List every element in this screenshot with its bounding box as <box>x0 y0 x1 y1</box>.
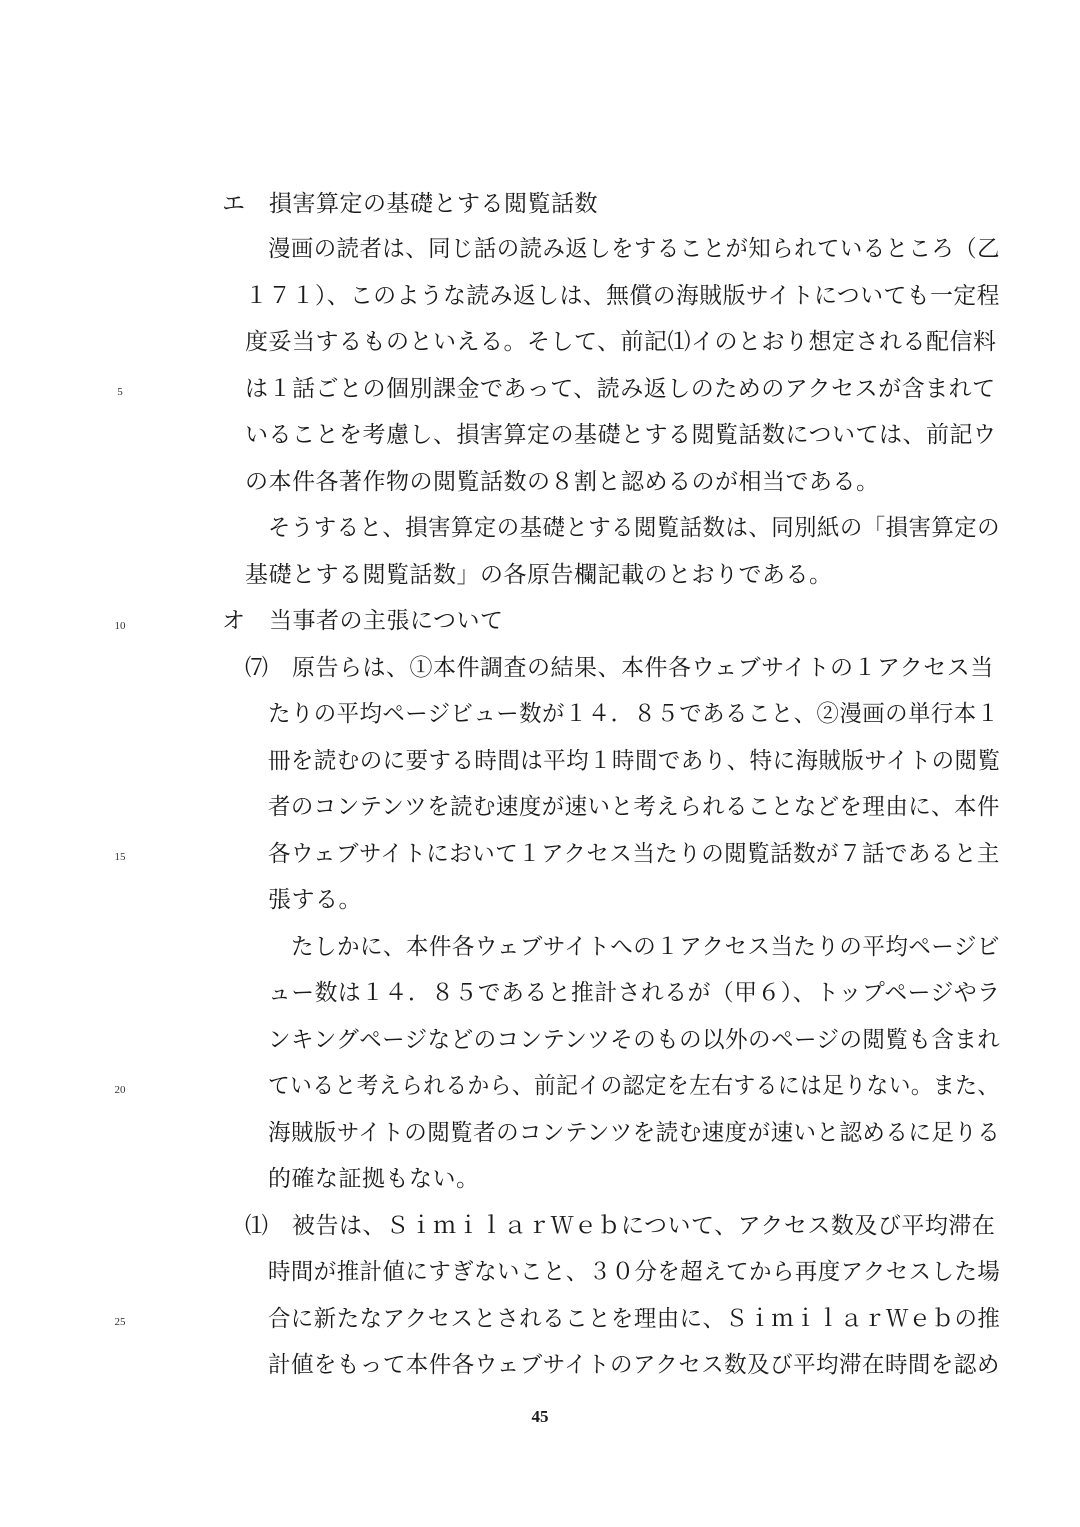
text-line: たりの平均ページビュー数が１４．８５であること、②漫画の単行本１ <box>268 701 1000 727</box>
line-number: 5 <box>117 386 123 398</box>
section-heading: オ 当事者の主張について <box>222 608 504 634</box>
text-line: は１話ごとの個別課金であって、読み返しのためのアクセスが含まれて <box>245 376 996 402</box>
line-number: 10 <box>114 620 126 632</box>
text-line: 各ウェブサイトにおいて１アクセス当たりの閲覧話数が７話であると主 <box>268 841 1000 867</box>
text-line: そうすると、損害算定の基礎とする閲覧話数は、同別紙の「損害算定の <box>268 515 1000 541</box>
text-line: いることを考慮し、損害算定の基礎とする閲覧話数については、前記ウ <box>245 422 997 448</box>
text-line: 張する。 <box>268 887 362 913</box>
text-line: 基礎とする閲覧話数」の各原告欄記載のとおりである。 <box>245 562 833 588</box>
text-line: 度妥当するものといえる。そして、前記⑴イのとおり想定される配信料 <box>245 329 997 355</box>
text-line: 計値をもって本件各ウェブサイトのアクセス数及び平均滞在時間を認め <box>268 1352 1000 1378</box>
text-line: 漫画の読者は、同じ話の読み返しをすることが知られているところ（乙 <box>268 236 1000 262</box>
text-line: の本件各著作物の閲覧話数の８割と認めるのが相当である。 <box>245 469 880 495</box>
text-line: 的確な証拠もない。 <box>268 1166 480 1192</box>
text-line: ⑴ 被告は、ＳｉｍｉｌａｒＷｅｂについて、アクセス数及び平均滞在 <box>245 1213 996 1239</box>
page-number: 45 <box>531 1407 549 1426</box>
line-number: 15 <box>114 851 126 863</box>
text-line: ⑺ 原告らは、①本件調査の結果、本件各ウェブサイトの１アクセス当 <box>245 655 994 681</box>
text-line: 冊を読むのに要する時間は平均１時間であり、特に海賊版サイトの閲覧 <box>268 748 1001 774</box>
text-line: 合に新たなアクセスとされることを理由に、ＳｉｍｉｌａｒＷｅｂの推 <box>268 1306 1001 1332</box>
text-line: たしかに、本件各ウェブサイトへの１アクセス当たりの平均ページビ <box>291 934 1000 960</box>
text-line: ュー数は１４．８５であると推計されるが（甲６）、トップページやラ <box>268 980 1001 1006</box>
section-heading: エ 損害算定の基礎とする閲覧話数 <box>222 191 598 217</box>
line-number: 25 <box>114 1316 126 1328</box>
text-line: １７１）、このような読み返しは、無償の海賊版サイトについても一定程 <box>245 283 1000 309</box>
text-line: 時間が推計値にすぎないこと、３０分を超えてから再度アクセスした場 <box>268 1259 1001 1285</box>
text-line: ていると考えられるから、前記イの認定を左右するには足りない。また、 <box>268 1073 1000 1099</box>
line-number: 20 <box>114 1084 126 1096</box>
text-line: 海賊版サイトの閲覧者のコンテンツを読む速度が速いと認めるに足りる <box>268 1120 1001 1146</box>
text-line: 者のコンテンツを読む速度が速いと考えられることなどを理由に、本件 <box>268 794 1000 820</box>
text-line: ンキングページなどのコンテンツそのもの以外のページの閲覧も含まれ <box>268 1027 1001 1053</box>
